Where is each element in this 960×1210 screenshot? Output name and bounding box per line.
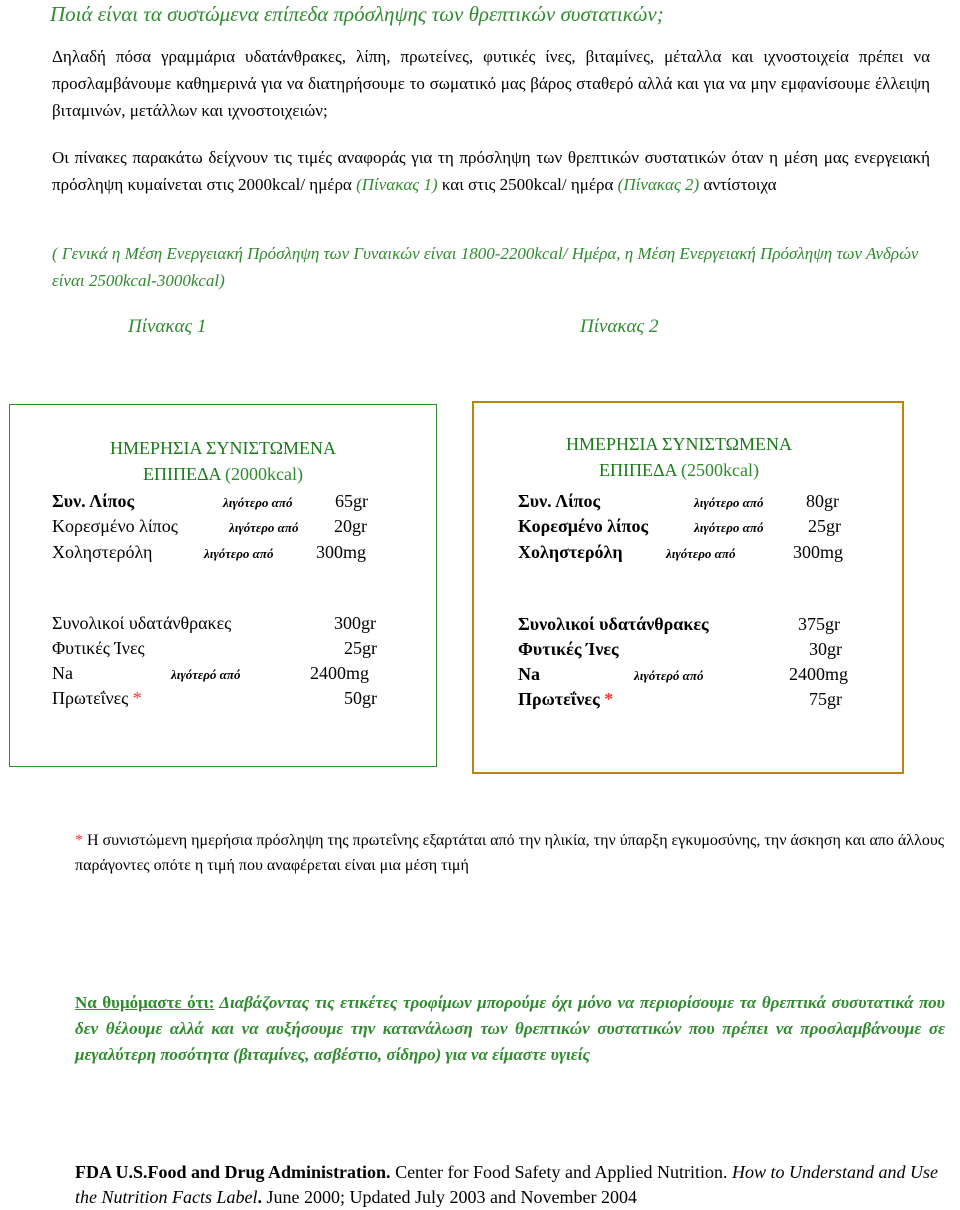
nutrient-value: 2400mg — [310, 663, 370, 683]
footnote-marker: * — [132, 688, 142, 708]
table-header — [474, 431, 884, 483]
table-header — [10, 435, 436, 487]
nutrient-name: Na — [52, 663, 73, 683]
reminder-paragraph — [75, 990, 945, 1068]
tables-intro-text-2: και στις 2500kcal/ ημέρα — [437, 175, 618, 194]
nutrient-name: Χοληστερόλη — [52, 542, 153, 562]
nutrient-name: Χοληστερόλη — [518, 542, 623, 562]
table-header-line-2: ΕΠΙΠΕΔΑ (2500kcal) — [598, 460, 760, 480]
table-2-label: Πίνακας 2 — [580, 316, 659, 337]
reference-center: Center for Food Safety and Applied Nutrition. — [390, 1162, 733, 1182]
table-header-kcal: (2500kcal) — [681, 460, 760, 480]
nutrient-value: 30gr — [809, 639, 842, 659]
nutrient-name: Πρωτεΐνες * — [52, 688, 142, 708]
table-header-line-2: ΕΠΙΠΕΔΑ (2000kcal) — [142, 464, 304, 484]
reference-org: FDA U.S.Food and Drug Administration. — [75, 1162, 391, 1182]
nutrient-table-2500kcal — [472, 401, 904, 774]
nutrient-qualifier: λιγότερό από — [171, 667, 241, 682]
protein-footnote — [75, 828, 945, 878]
reminder-label: Να θυμόμαστε ότι: — [75, 993, 215, 1012]
nutrient-name: Κορεσμένο λίπος — [518, 516, 649, 536]
nutrient-value: 300mg — [316, 542, 367, 562]
nutrient-value: 20gr — [334, 516, 367, 536]
nutrient-value: 300gr — [334, 613, 376, 633]
nutrient-name: Συνολικοί υδατάνθρακες — [52, 613, 232, 633]
footnote-text: Η συνιστώμενη ημερήσια πρόσληψη της πρωτεΐνης εξαρτάται από την ηλικία, την ύπαρξη εγκυμοσύνης, την άσκηση και απο άλλους παράγοντες οπότε η τιμή που αναφέρεται είναι μια μέση τιμή — [75, 832, 945, 874]
nutrient-value: 2400mg — [789, 664, 849, 684]
footnote-marker: * — [75, 832, 83, 849]
nutrient-name: Συνολικοί υδατάνθρακες — [518, 614, 709, 634]
intro-paragraph: Δηλαδή πόσα γραμμάρια υδατάνθρακες, λίπη, πρωτείνες, φυτικές ίνες, βιταμίνες, μέταλλα και ιχνοστοιχεία πρέπει να προσλαμβάνουμε καθημερινά για να διατηρήσουμε το σωματικό μας βάρος σταθερό αλλά και για να μην εμφανίσουμε έλλειψη βιταμινών, μετάλλων και ιχνοστοιχειών; — [52, 47, 930, 120]
energy-intake-note: ( Γενικά η Μέση Ενεργειακή Πρόσληψη των Γυναικών είναι 1800-2200kcal/ Ημέρα, η Μέση Ενεργειακή Πρόσληψη των Ανδρών είναι 2500kcal-3000kcal) — [52, 244, 919, 290]
table-header-kcal: (2000kcal) — [225, 464, 304, 484]
nutrient-qualifier: λιγότερο από — [694, 495, 764, 510]
tables-intro-text-3: αντίστοιχα — [699, 175, 777, 194]
nutrient-name: Πρωτεΐνες * — [518, 689, 614, 709]
page-title: Ποιά είναι τα συστώμενα επίπεδα πρόσληψης των θρεπτικών συστατικών; — [50, 2, 664, 26]
nutrient-value: 375gr — [798, 614, 840, 634]
nutrient-qualifier: λιγότερο από — [223, 495, 293, 510]
source-reference — [75, 1160, 950, 1210]
nutrient-qualifier: λιγότερό από — [634, 668, 704, 683]
reminder-text: Διαβάζοντας τις ετικέτες τροφίμων μπορούμε όχι μόνο να περιορίσουμε τα θρεπτικά συσυτατικά που δεν θέλουμε αλλά και να αυξήσουμε την κατανάλωση των θρεπτικών συστατικών που πρέπει να προσλαμβάνουμε σε μεγαλύτερη ποσότητα (βιταμίνες, ασβέστιο, σίδηρο) για να είμαστε υγιείς — [75, 993, 945, 1064]
nutrient-qualifier: λιγότερο από — [666, 546, 736, 561]
table-1-reference: (Πίνακας 1) — [356, 175, 438, 194]
reference-date: June 2000; Updated July 2003 and November 2004 — [262, 1187, 637, 1207]
nutrient-value: 80gr — [806, 491, 839, 511]
table-2-reference: (Πίνακας 2) — [617, 175, 700, 194]
nutrient-name: Κορεσμένο λίπος — [52, 516, 178, 536]
nutrient-name: Φυτικές Ίνες — [52, 638, 145, 658]
nutrient-name: Na — [518, 664, 540, 684]
table-1-label: Πίνακας 1 — [128, 316, 207, 337]
table-header-line-1: ΗΜΕΡΗΣΙΑ ΣΥΝΙΣΤΩΜΕΝΑ — [110, 438, 336, 458]
nutrient-name: Φυτικές Ίνες — [518, 639, 619, 659]
nutrient-value: 50gr — [344, 688, 377, 708]
nutrient-value: 65gr — [335, 491, 368, 511]
nutrient-name: Συν. Λίπος — [518, 491, 601, 511]
nutrient-qualifier: λιγότερο από — [204, 546, 274, 561]
nutrient-table-2000kcal — [9, 404, 437, 767]
nutrient-value: 25gr — [344, 638, 377, 658]
nutrient-qualifier: λιγότερο από — [229, 520, 299, 535]
nutrient-qualifier: λιγότερο από — [694, 520, 764, 535]
nutrient-value: 75gr — [809, 689, 842, 709]
table-header-line-1: ΗΜΕΡΗΣΙΑ ΣΥΝΙΣΤΩΜΕΝΑ — [566, 434, 792, 454]
nutrient-value: 25gr — [808, 516, 841, 536]
tables-intro-paragraph — [52, 144, 930, 198]
reference-document-title: How to Understand and Use the Nutrition Facts Label — [75, 1162, 939, 1207]
nutrient-value: 300mg — [793, 542, 844, 562]
footnote-marker: * — [604, 689, 614, 709]
tables-intro-text-1: Οι πίνακες παρακάτω δείχνουν τις τιμές αναφοράς για τη πρόσληψη των θρεπτικών συστατικών όταν η μέση μας ενεργειακή πρόσληψη κυμαίνεται στις 2000kcal/ ημέρα — [52, 148, 930, 194]
nutrient-name: Συν. Λίπος — [52, 491, 135, 511]
reference-dot: . — [257, 1187, 262, 1207]
